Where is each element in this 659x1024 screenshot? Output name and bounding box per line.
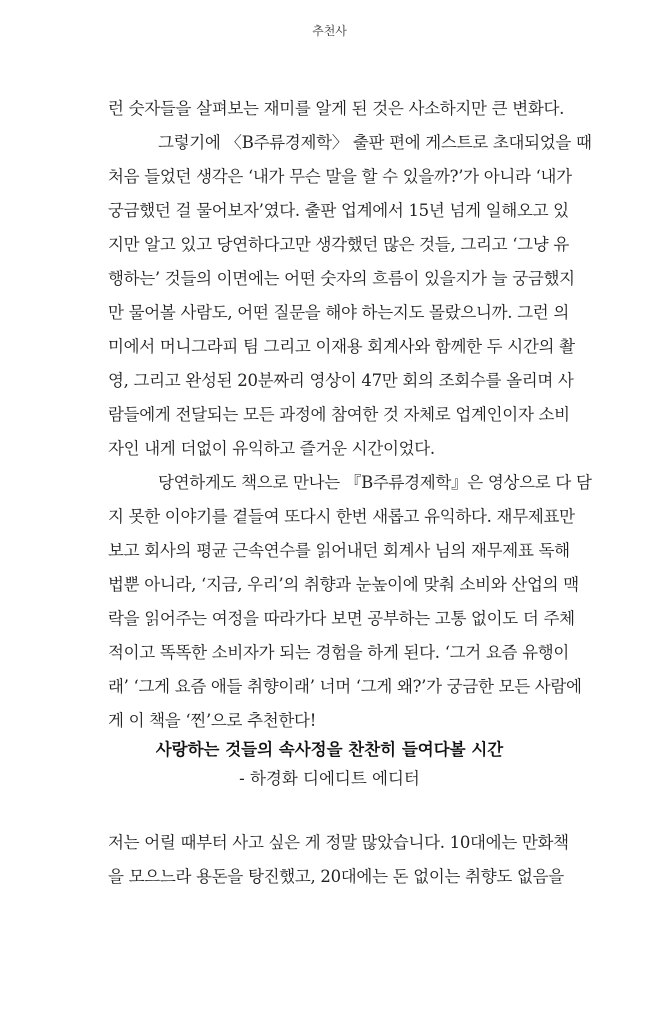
text-line: 지 못한 이야기를 곁들여 또다시 한번 새롭고 유익하다. 재무제표만 — [108, 507, 575, 526]
text-line: 람들에게 전달되는 모든 과정에 참여한 것 자체로 업계인이자 소비 — [108, 405, 570, 424]
running-header: 추천사 — [312, 24, 347, 38]
text-line: 락을 읽어주는 여정을 따라가다 보면 공부하는 고통 없이도 더 주체 — [108, 609, 575, 628]
text-line: 만 물어볼 사람도, 어떤 질문을 해야 하는지도 몰랐으니까. 그런 의 — [108, 303, 570, 322]
text-line: 적이고 똑똑한 소비자가 되는 경험을 하게 된다. ‘그거 요즘 유행이 — [108, 643, 570, 662]
text-line: 지만 알고 있고 당연하다고만 생각했던 많은 것들, 그리고 ‘그냥 유 — [108, 235, 570, 254]
text-line: 법뿐 아니라, ‘지금, 우리’의 취향과 눈높이에 맞춰 소비와 산업의 맥 — [108, 575, 579, 594]
text-line: 런 숫자들을 살펴보는 재미를 알게 된 것은 사소하지만 큰 변화다. — [108, 99, 565, 118]
text-line: 보고 회사의 평균 근속연수를 읽어내던 회계사 님의 재무제표 독해 — [108, 541, 570, 560]
section2-paragraph — [108, 826, 569, 894]
section-author: - 하경화 디에디트 에디터 — [239, 769, 420, 788]
text-line: 영, 그리고 완성된 20분짜리 영상이 47만 회의 조회수를 올리며 사 — [108, 371, 574, 390]
recommendation-paragraphs — [108, 92, 592, 738]
text-line: 처음 들었던 생각은 ‘내가 무슨 말을 할 수 있을까?’가 아니라 ‘내가 — [108, 167, 572, 186]
text-line: 당연하게도 책으로 만나는 『B주류경제학』은 영상으로 다 담 — [158, 473, 592, 492]
text-line: 저는 어릴 때부터 사고 싶은 게 정말 많았습니다. 10대에는 만화책 — [108, 833, 569, 852]
text-line: 미에서 머니그라피 팀 그리고 이재용 회계사와 함께한 두 시간의 촬 — [108, 337, 575, 356]
text-line: 게 이 책을 ‘찐’으로 추천한다! — [108, 711, 317, 730]
text-line: 래’ ‘그게 요즘 애들 취향이래’ 너머 ‘그게 왜?’가 궁금한 모든 사람에 — [108, 677, 582, 696]
text-line: 자인 내게 더없이 유익하고 즐거운 시간이었다. — [108, 439, 435, 458]
text-line: 그렇기에 〈B주류경제학〉 출판 편에 게스트로 초대되었을 때 — [158, 133, 592, 152]
text-line: 을 모으느라 용돈을 탕진했고, 20대에는 돈 없이는 취향도 없음을 — [108, 867, 564, 886]
section-title: 사랑하는 것들의 속사정을 찬찬히 들여다볼 시간 — [155, 740, 504, 759]
text-line: 궁금했던 걸 물어보자’였다. 출판 업계에서 15년 넘게 일해오고 있 — [108, 201, 569, 220]
text-line: 행하는’ 것들의 이면에는 어떤 숫자의 흐름이 있을지가 늘 궁금했지 — [108, 269, 575, 288]
